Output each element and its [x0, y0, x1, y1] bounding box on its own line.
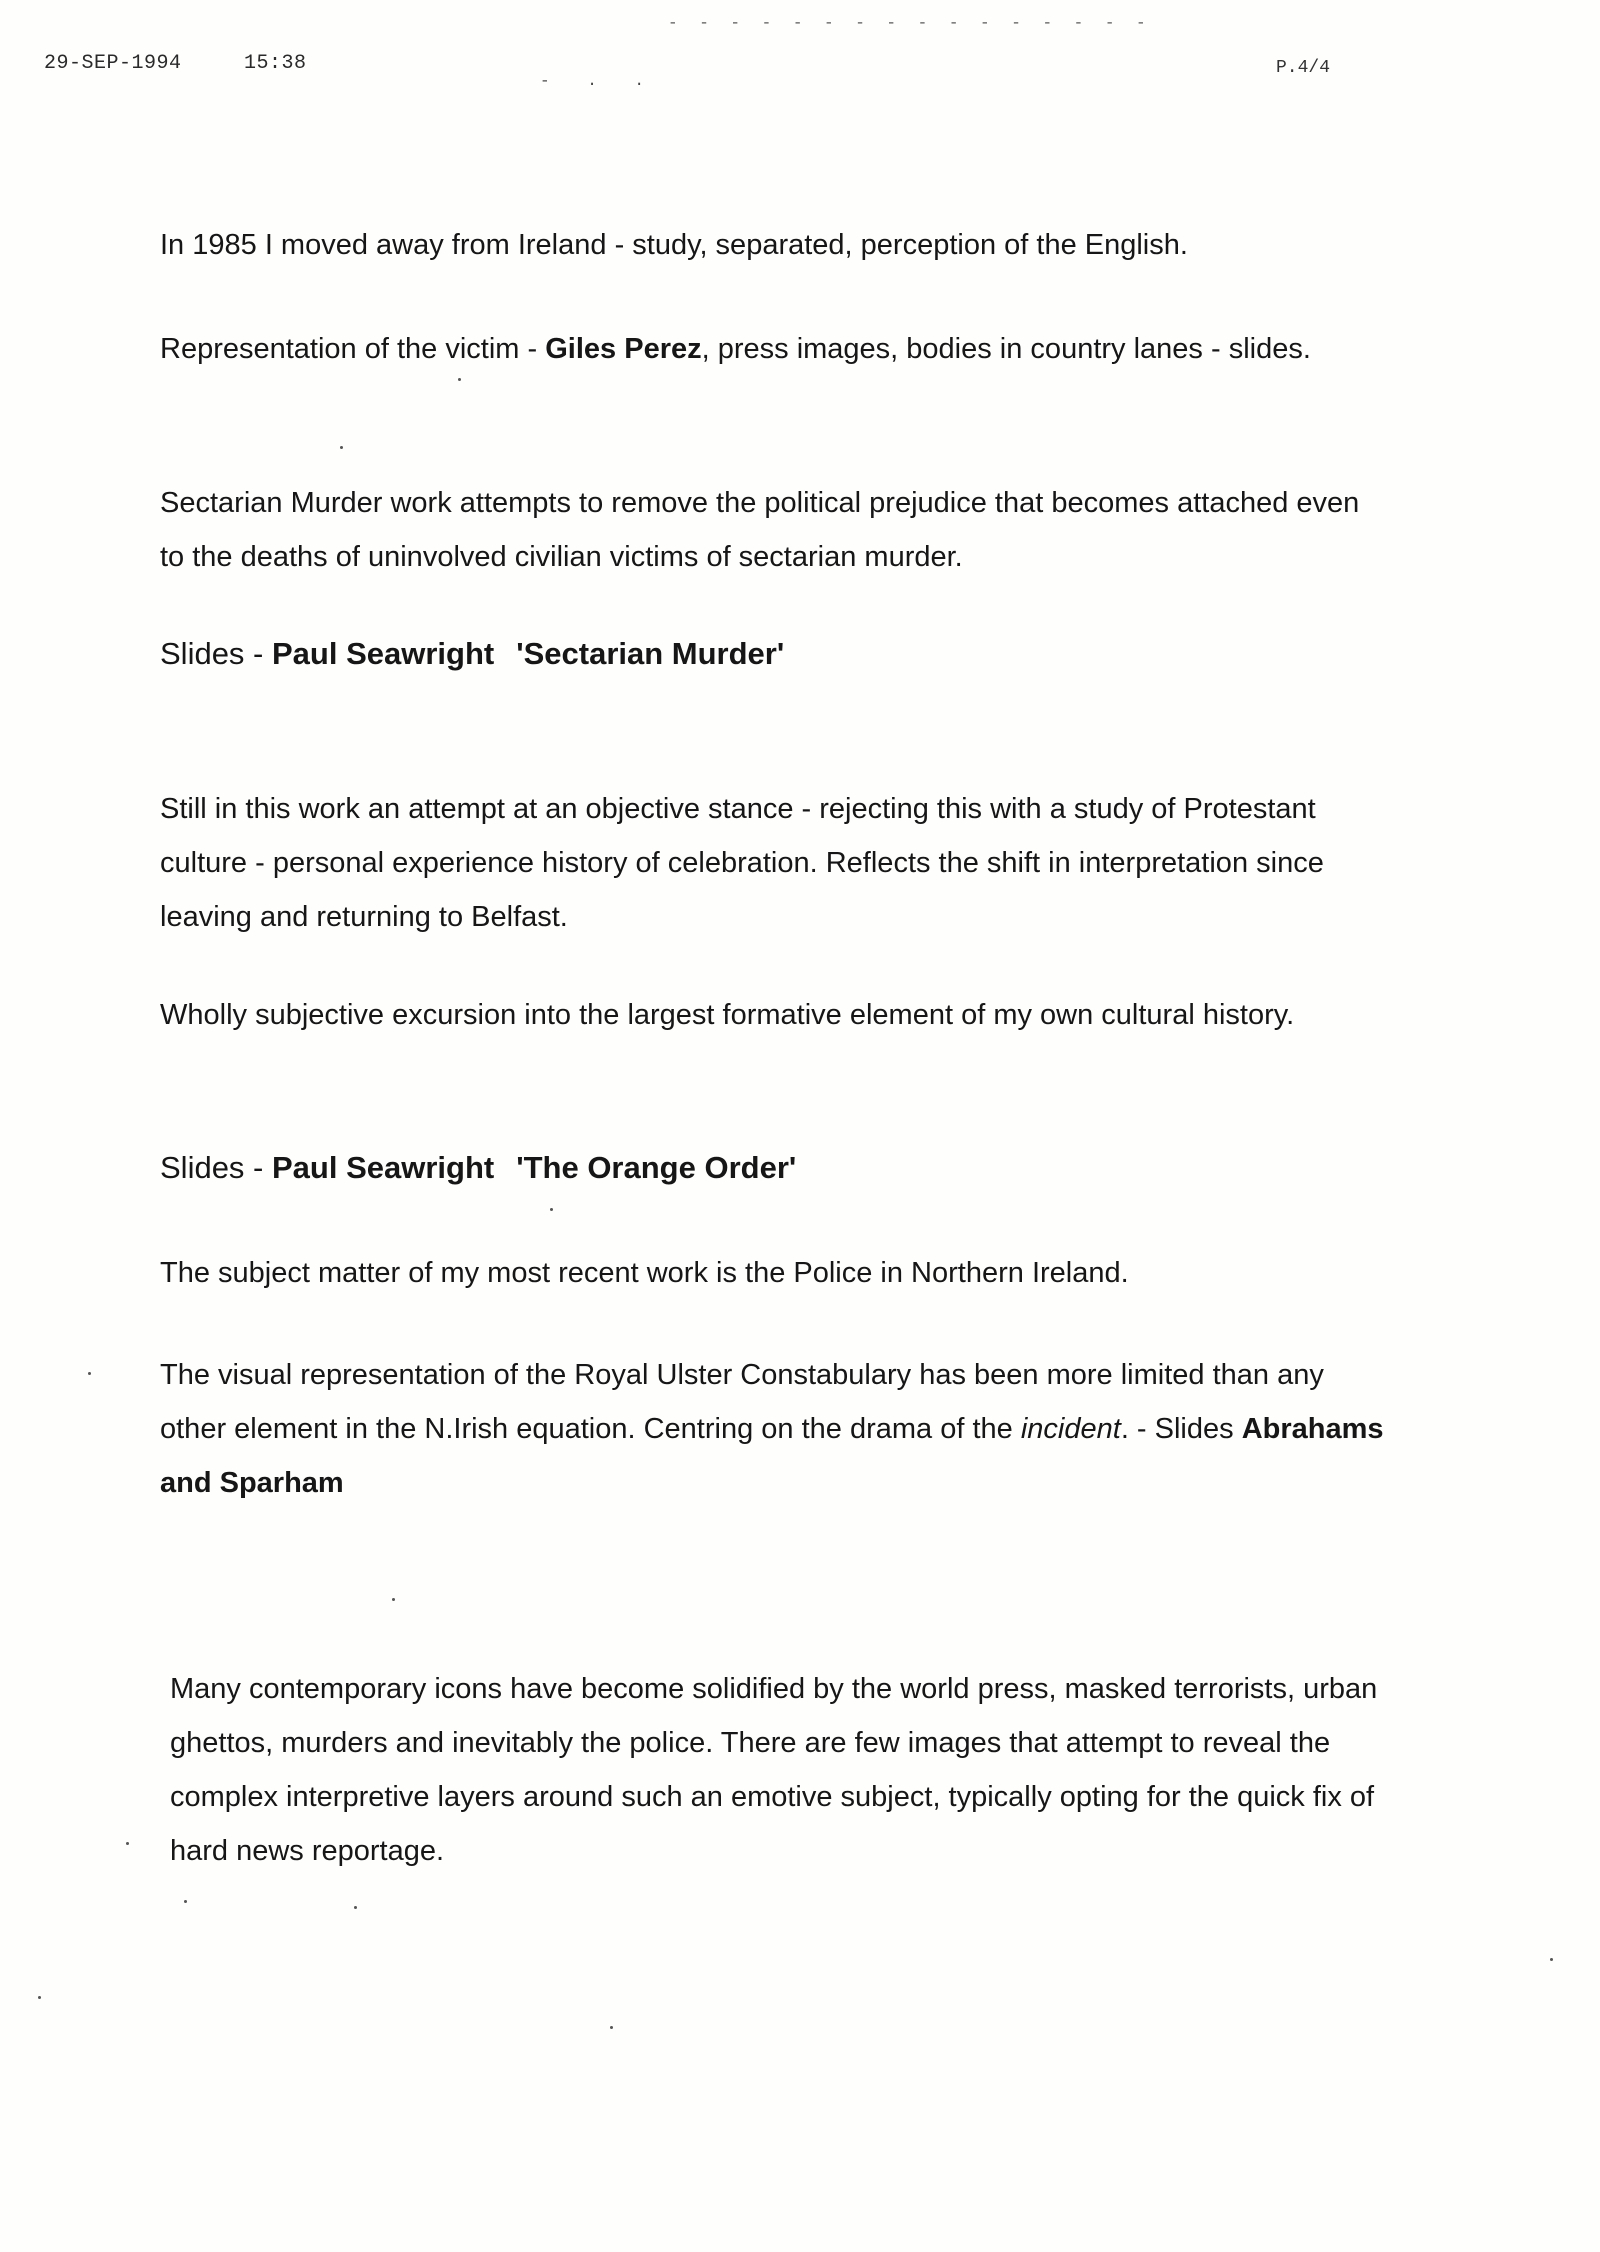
fax-page-code: P.4/4 [1276, 58, 1331, 78]
photographer-name: Giles Perez [545, 333, 702, 365]
fax-top-strip: - - - - - - - - - - - - - - - - [668, 14, 1152, 32]
paragraph-5: Wholly subjective excursion into the largest formative element of my own cultural history. [160, 999, 1295, 1031]
paragraph-2-post: , press images, bodies in country lanes - slides. [701, 333, 1311, 365]
slides-line-1 [160, 636, 784, 672]
slides-label: Slides - [160, 1150, 272, 1185]
paragraph-2-pre: Representation of the victim - [160, 333, 546, 365]
scan-speck [392, 1598, 395, 1601]
slides-artist: Paul Seawright [271, 636, 495, 671]
scan-speck [340, 446, 343, 449]
paragraph-7-main: The visual representation of the Royal Ulster Constabulary has been more limited than any other element in the N.Irish equation. Centring on the drama of the [160, 1359, 1324, 1445]
slides-title: 'The Orange Order' [516, 1150, 797, 1185]
slides-title: 'Sectarian Murder' [516, 636, 785, 671]
paragraph-7-emphasis: incident [1020, 1413, 1121, 1445]
slides-line-2 [160, 1150, 796, 1186]
scan-speck [88, 1372, 91, 1375]
scan-speck [126, 1842, 129, 1845]
slides-artist: Paul Seawright [271, 1150, 495, 1185]
paragraph-8: Many contemporary icons have become solidified by the world press, masked terrorists, urban ghettos, murders and inevitably the police. There are few images that attempt to reveal the complex interpretive layers around such an emotive subject, typically opting for the quick fix of hard news reportage. [170, 1673, 1378, 1867]
paragraph-7 [160, 1348, 1390, 1510]
slides-label: Slides - [160, 636, 272, 671]
paragraph-4: Still in this work an attempt at an objective stance - rejecting this with a study of Protestant culture - personal experience history of celebration. Reflects the shift in interpretation since leaving and returning to Belfast. [160, 793, 1324, 933]
scan-speck [610, 2026, 613, 2029]
fax-time: 15:38 [244, 52, 307, 75]
paragraph-6: The subject matter of my most recent work is the Police in Northern Ireland. [160, 1257, 1129, 1289]
scan-speck [354, 1906, 357, 1909]
fax-dashes: - . . [540, 72, 659, 90]
scan-speck [550, 1208, 553, 1211]
fax-date: 29-SEP-1994 [44, 52, 182, 75]
paragraph-1: In 1985 I moved away from Ireland - study, separated, perception of the English. [160, 229, 1188, 261]
paragraph-3: Sectarian Murder work attempts to remove the political prejudice that becomes attached even to the deaths of uninvolved civilian victims of sectarian murder. [160, 487, 1360, 573]
scan-speck [1550, 1958, 1553, 1961]
paragraph-7-mid: . - Slides [1120, 1413, 1242, 1445]
scan-speck [458, 378, 461, 381]
paragraph-2 [160, 322, 1390, 376]
scan-speck [184, 1900, 187, 1903]
photographer-names: Abrahams and Sparham [160, 1413, 1384, 1499]
scan-speck [38, 1996, 41, 1999]
